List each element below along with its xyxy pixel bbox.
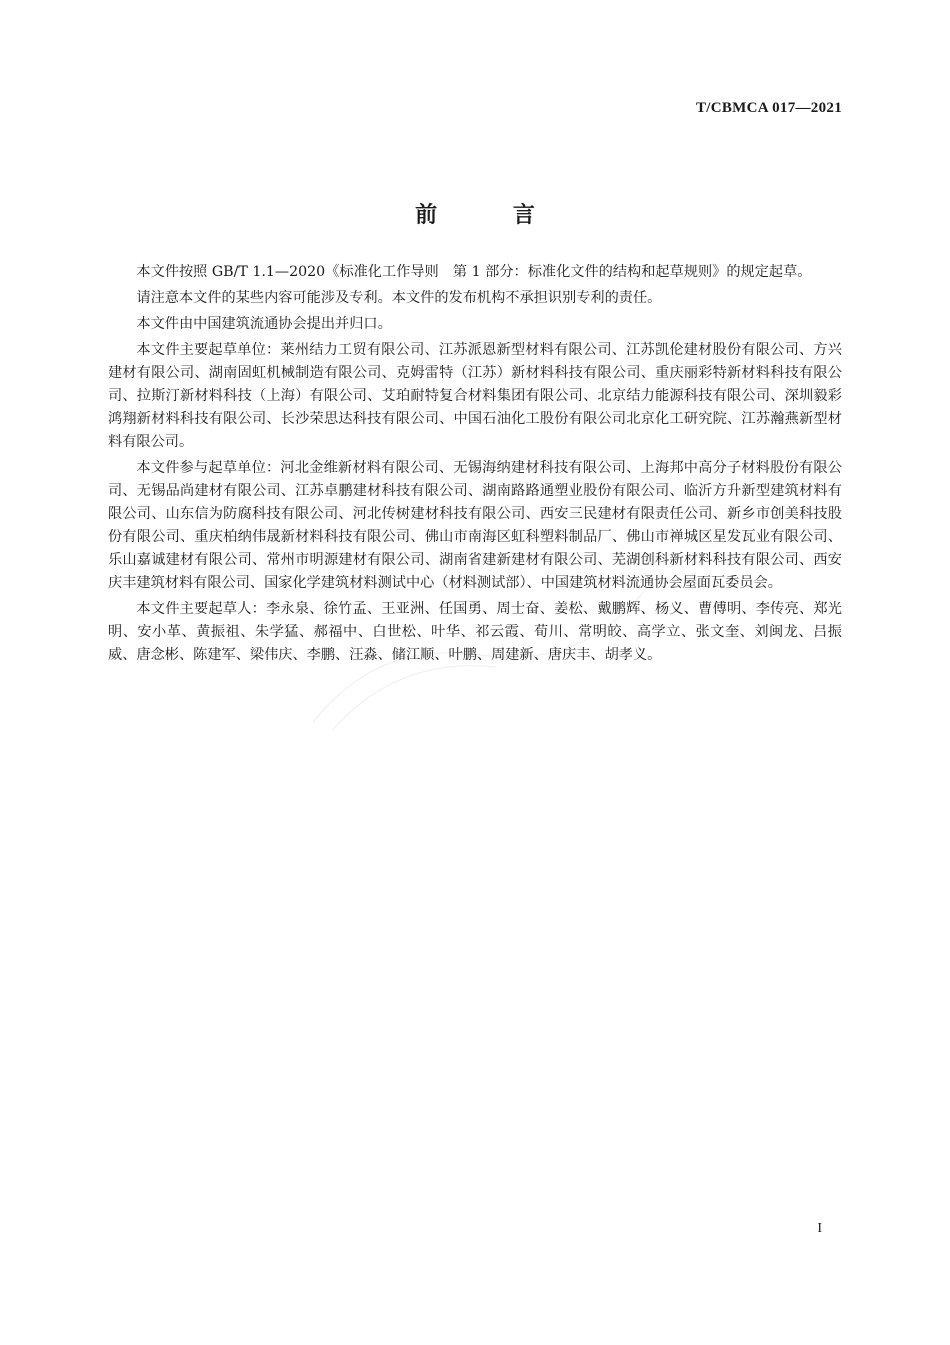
foreword-body: [108, 261, 842, 670]
page-number: I: [817, 1221, 822, 1236]
paragraph-main-drafting-units: 本文件主要起草单位：莱州结力工贸有限公司、江苏派恩新型材料有限公司、江苏凯伦建材股份有限公司、方兴建材有限公司、湖南固虹机械制造有限公司、克姆雷特（江苏）新材料科技有限公司、重庆丽彩特新材料科技有限公司、拉斯汀新材料科技（上海）有限公司、艾珀耐特复合材料集团有限公司、北京结力能源科技有限公司、深圳毅彩鸿翔新材料科技有限公司、长沙荣思达科技有限公司、中国石油化工股份有限公司北京化工研究院、江苏瀚燕新型材料有限公司。: [108, 342, 842, 450]
page-title: 前 言: [415, 202, 569, 228]
paragraph-patent-notice: 请注意本文件的某些内容可能涉及专利。本文件的发布机构不承担识别专利的责任。: [136, 290, 662, 306]
paragraph-main-drafters: 本文件主要起草人：李永泉、徐竹孟、王亚洲、任国勇、周士奋、姜松、戴鹏辉、杨义、曹傅明、李传亮、郑光明、安小革、黄振祖、朱学猛、郝福中、白世松、叶华、祁云霞、荀川、常明皎、高学立、张文奎、刘闽龙、吕振威、唐念彬、陈建军、梁伟庆、李鹏、汪淼、储江顺、叶鹏、周建新、唐庆丰、胡孝义。: [108, 601, 842, 663]
paragraph-drafting-rules: 本文件按照 GB/T 1.1—2020《标准化工作导则 第 1 部分：标准化文件的结构和起草规则》的规定起草。: [136, 264, 812, 280]
paragraph-participating-units: 本文件参与起草单位：河北金维新材料有限公司、无锡海纳建材科技有限公司、上海邦中高分子材料股份有限公司、无锡品尚建材有限公司、江苏卓鹏建材科技有限公司、湖南路路通塑业股份有限公司、临沂方升新型建筑材料有限公司、山东信为防腐科技有限公司、河北传树建材科技有限公司、西安三民建材有限责任公司、新乡市创美科技股份有限公司、重庆柏纳伟晟新材料科技有限公司、佛山市南海区虹科塑料制品厂、佛山市禅城区星发瓦业有限公司、乐山嘉诚建材有限公司、常州市明源建材有限公司、湖南省建新建材有限公司、芜湖创科新材料科技有限公司、西安庆丰建筑材料有限公司、国家化学建筑材料测试中心（材料测试部）、中国建筑材料流通协会屋面瓦委员会。: [108, 460, 842, 591]
paragraph-proposer: 本文件由中国建筑流通协会提出并归口。: [136, 316, 392, 332]
standard-code: T/CBMCA 017—2021: [695, 100, 842, 116]
